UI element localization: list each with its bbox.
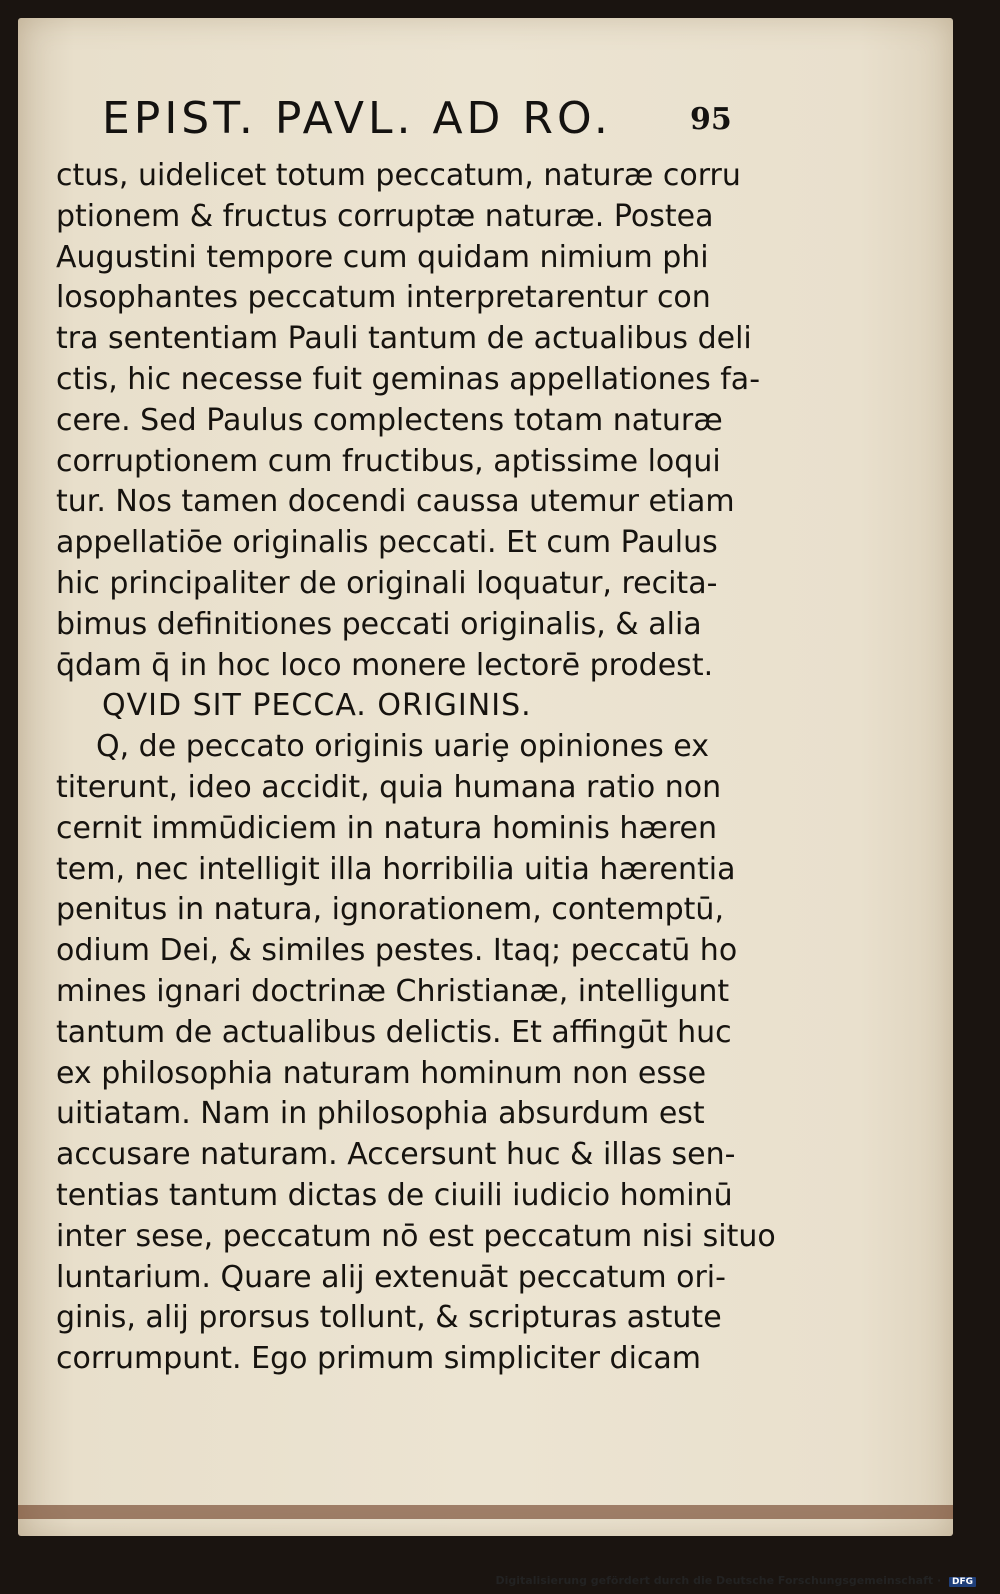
text-line: corrumpunt. Ego primum simpliciter dicam [56,1341,702,1377]
text-line: accusare naturam. Accersunt huc & illas sen- [56,1137,736,1173]
text-line: luntarium. Quare alij extenuāt peccatum ori- [56,1259,726,1295]
text-line: tantum de actualibus delictis. Et affingūt huc [56,1014,732,1050]
digitization-credit [495,1574,976,1587]
credit-text: Digitalisierung gefördert durch die Deutsche Forschungsgemeinschaft · [495,1574,942,1587]
running-title: EPIST. PAVL. AD RO. [102,93,612,144]
text-line: hic principaliter de originali loquatur, recita- [56,565,718,601]
text-line: cere. Sed Paulus complectens totam naturæ [56,402,723,438]
text-line: uitiatam. Nam in philosophia absurdum est [56,1096,705,1132]
text-line: bimus definitiones peccati originalis, & alia [56,606,702,642]
text-line: penitus in natura, ignorationem, contemptū, [56,892,724,928]
text-line: ginis, alij prorsus tollunt, & scripturas astute [56,1300,722,1336]
text-line: odium Dei, & similes pestes. Itaq; peccatū ho [56,933,738,969]
text-line: Augustini tempore cum quidam nimium phi [56,239,709,275]
text-line: ctus, uidelicet totum peccatum, naturæ corru [56,158,741,193]
text-line: ex philosophia naturam hominum non esse [56,1055,707,1091]
text-line: tur. Nos tamen docendi caussa utemur etiam [56,484,735,520]
text-line: Q, de peccato originis uariȩ opiniones ex [96,729,709,765]
text-line: tra sententiam Pauli tantum de actualibus deli [56,321,752,357]
text-line: ptionem & fructus corruptæ naturæ. Postea [56,198,714,234]
text-line: tem, nec intelligit illa horribilia uitia hærentia [56,851,736,887]
text-line: corruptionem cum fructibus, aptissime loqui [56,443,721,479]
text-line: inter sese, peccatum nō est peccatum nisi situo [56,1218,776,1254]
text-line: q̄dam q̄ in hoc loco monere lectorē prodest. [56,647,714,683]
page-bottom-edge [18,1505,953,1519]
section-heading: QVID SIT PECCA. ORIGINIS. [102,688,532,724]
text-line: tentias tantum dictas de ciuili iudicio hominū [56,1177,733,1213]
folio-number: 95 [690,102,732,137]
text-line: losophantes peccatum interpretarentur con [56,280,711,316]
text-line: cernit immūdiciem in natura hominis hæren [56,810,717,846]
text-line: mines ignari doctrinæ Christianæ, intelligunt [56,973,730,1009]
text-line: ctis, hic necesse fuit geminas appellationes fa- [56,361,761,397]
text-line: appellatiōe originalis peccati. Et cum Paulus [56,525,718,561]
dfg-logo: DFG [949,1577,976,1587]
text-line: titerunt, ideo accidit, quia humana ratio non [56,769,722,805]
body-text [56,156,776,1380]
